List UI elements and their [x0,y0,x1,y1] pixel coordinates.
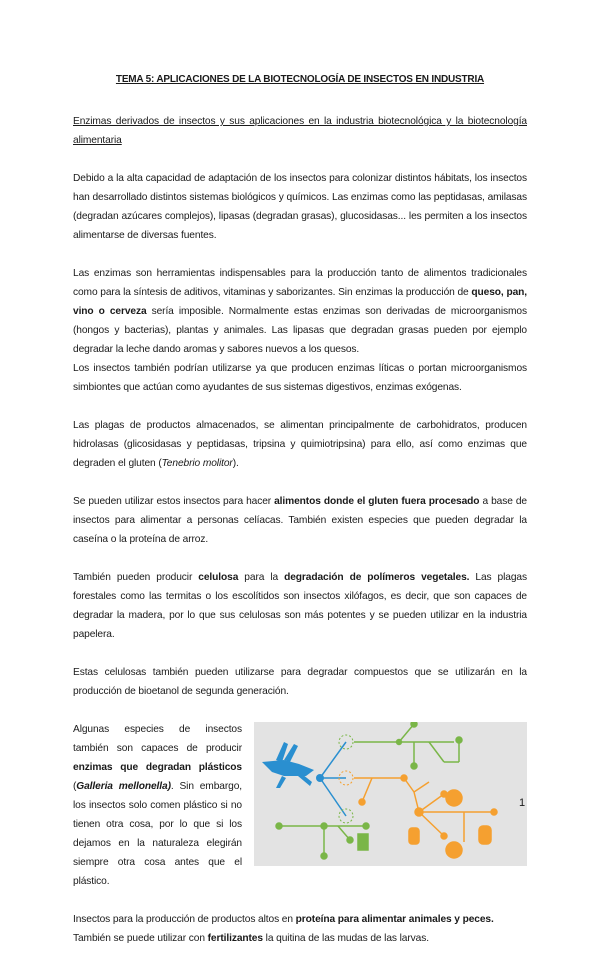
text-run: sería imposible. Normalmente estas enzimas son derivadas de microorganismos (hongos y bacterias), plantas y animales. Las lipasas que degradan grasas pueden por ejemplo degradar la leche dando aromas y sabores nuevos a los quesos. [73,306,527,355]
paragraph-2 [73,264,527,397]
text-run: Estas celulosas también pueden utilizarse para degradar compuestos que se utilizarán en la producción de bioetanol de segunda generación. [73,667,527,697]
paragraph-5 [73,568,527,644]
document-title: TEMA 5: APLICACIONES DE LA BIOTECNOLOGÍA DE INSECTOS EN INDUSTRIA [115,74,485,85]
emphasized-text: Tenebrio molitor [161,458,233,469]
emphasized-text: queso, pan, vino o cerveza [73,287,527,317]
emphasized-text: Galleria mellonella) [76,781,171,792]
text-run: Se pueden utilizar estos insectos para hacer [73,496,275,507]
text-run: También se puede utilizar con [73,933,208,944]
emphasized-text: degradación de polímeros vegetales. [284,572,470,583]
text-run: para la [238,572,285,583]
emphasized-text: celulosa [198,572,239,583]
emphasized-text: alimentos donde el gluten fuera procesado [274,496,480,507]
text-run: . Sin embargo, los insectos solo comen plástico si no tienen otra cosa, por lo que si los dejamos en la naturaleza elegirán siempre otra cosa antes que el plástico. [73,781,242,887]
paragraph-4 [73,492,527,549]
text-run: ). [232,458,239,469]
text-run: Debido a la alta capacidad de adaptación de los insectos para colonizar distintos hábitats, los insectos han desarrollado distintos sistemas biológicos y químicos. Las enzimas como las peptidasas, amilasas (degradan azúcares complejos), lipasas (degradan grasas), glucosidasas... les permiten a los insectos alimentarse de diversas fuentes. [73,173,527,241]
text-run: Las enzimas son herramientas indispensables para la producción tanto de alimentos tradicionales como para la síntesis de aditivos, vitaminas y saborizantes. Sin enzimas la producción de [73,268,527,298]
paragraph-1 [73,169,527,245]
text-run: la quitina de las mudas de las larvas. [262,933,429,944]
paragraph-8 [73,910,527,948]
insect-applications-diagram [254,722,527,866]
grasshopper-icon [262,742,314,788]
text-run: Las plagas forestales como las termitas o los escolítidos son insectos xilófagos, es decir, que son capaces de degradar la madera, por lo que sus celulosas son más potentes y se pueden utilizar en la industria papelera. [73,572,527,640]
document-body [73,72,527,967]
text-run: Los insectos también podrían utilizarse ya que producen enzimas líticas o portan microorganismos simbiontes que actúan como ayudantes de sus sistemas digestivos, enzimas exógenas. [73,363,527,393]
text-run: También pueden producir [73,572,199,583]
text-run: Insectos para la producción de productos altos en [73,914,296,925]
text-run: Las plagas de productos almacenados, se alimentan principalmente de carbohidratos, producen hidrolasas (glicosidasas y peptidasas, tripsina y quimiotripsina) para ello, así como enzimas que degraden el gluten ( [73,420,527,469]
text-run: ( [73,781,77,792]
section-heading: Enzimas derivados de insectos y sus aplicaciones en la industria biotecnológica y la biotecnología alimentaria [73,116,527,146]
paragraph-3 [73,416,527,473]
text-run: Algunas especies de insectos también son capaces de producir [73,724,242,754]
text-run: a base de insectos para alimentar a personas celíacas. También existen especies que pueden degradar la caseína o la proteína de arroz. [73,496,527,545]
emphasized-text: enzimas que degradan plásticos [73,762,242,773]
emphasized-text: fertilizantes [207,933,263,944]
page-number: 1 [519,797,526,809]
paragraph-6 [73,663,527,701]
emphasized-text: proteína para alimentar animales y peces. [295,914,494,925]
